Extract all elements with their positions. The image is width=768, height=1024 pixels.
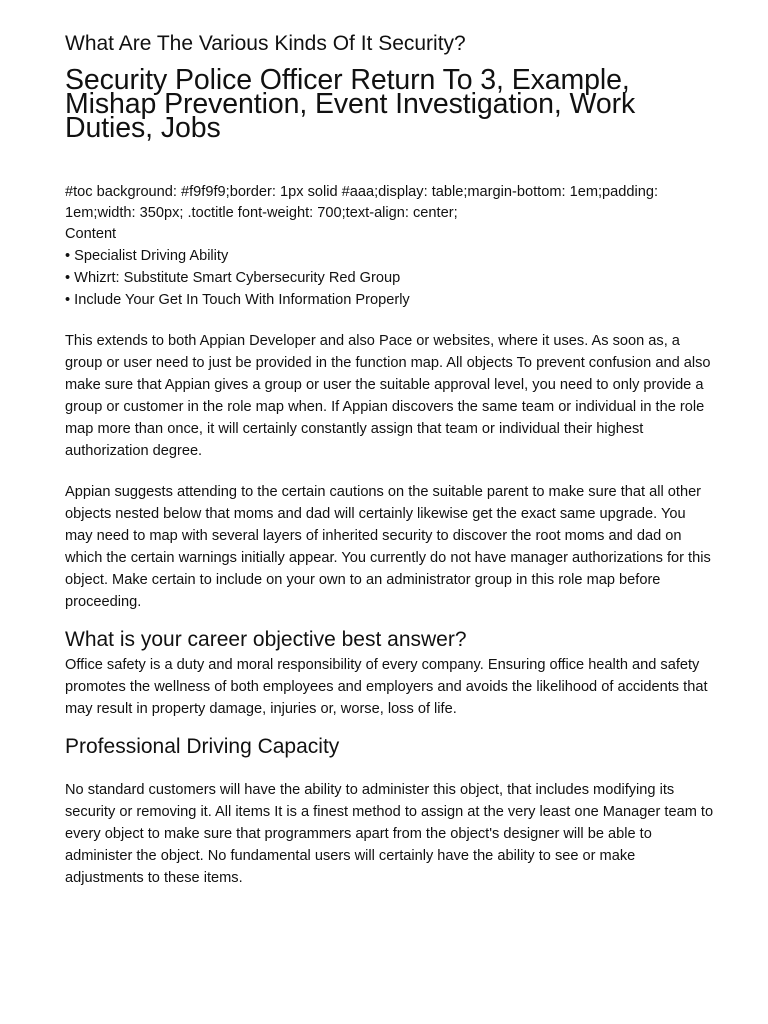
- toc-item-driving-ability[interactable]: • Specialist Driving Ability: [65, 248, 229, 264]
- paragraph-standard-customers: No standard customers will have the ability to administer this object, that includes modifying its security or removing it. All items It is a finest method to assign at the very least one Manager team to every object to make sure that programmers apart from the object's designer will be able to administer the object. No fundamental users will certainly have the ability to see or make adjustments to these items.: [65, 782, 714, 886]
- page-title: Security Police Officer Return To 3, Example, Mishap Prevention, Event Investigation, Work Duties, Jobs: [65, 64, 636, 144]
- table-of-contents: [65, 245, 410, 311]
- css-leak-text: #toc background: #f9f9f9;border: 1px solid #aaa;display: table;margin-bottom: 1em;padding: 1em;width: 350px; .toctitle font-weight: 700;text-align: center;: [65, 184, 659, 221]
- toc-item-red-group[interactable]: • Whizrt: Substitute Smart Cybersecurity Red Group: [65, 270, 401, 286]
- toc-title: Content: [65, 226, 117, 242]
- paragraph-appian-role-map: This extends to both Appian Developer and also Pace or websites, where it uses. As soon as, a group or user need to just be provided in the function map. All objects To prevent confusion and also make sure that Appian gives a group or user the suitable approval level, you need to only provide a group or customer in the role map when. If Appian discovers the same team or individual in the role map more than once, it will certainly constantly assign that team or individual their highest authorization degree.: [65, 333, 711, 459]
- toc-item-contact-information[interactable]: • Include Your Get In Touch With Information Properly: [65, 292, 410, 308]
- paragraph-appian-warnings: Appian suggests attending to the certain cautions on the suitable parent to make sure that all other objects nested below that moms and dad will certainly likewise get the exact same upgrade. You may need to map with several layers of inherited security to discover the root moms and dad on which the certain warnings initially appear. You currently do not have manager authorizations for this object. Make certain to include on your own to an administrator group in this role map before proceeding.: [65, 484, 711, 610]
- heading-career-objective: What is your career objective best answer?: [65, 628, 467, 651]
- heading-professional-driving: Professional Driving Capacity: [65, 735, 340, 758]
- paragraph-office-safety: Office safety is a duty and moral responsibility of every company. Ensuring office health and safety promotes the wellness of both employees and employers and avoids the likelihood of accidents that may result in property damage, injuries or, worse, loss of life.: [65, 657, 708, 717]
- site-title: What Are The Various Kinds Of It Security?: [65, 32, 466, 55]
